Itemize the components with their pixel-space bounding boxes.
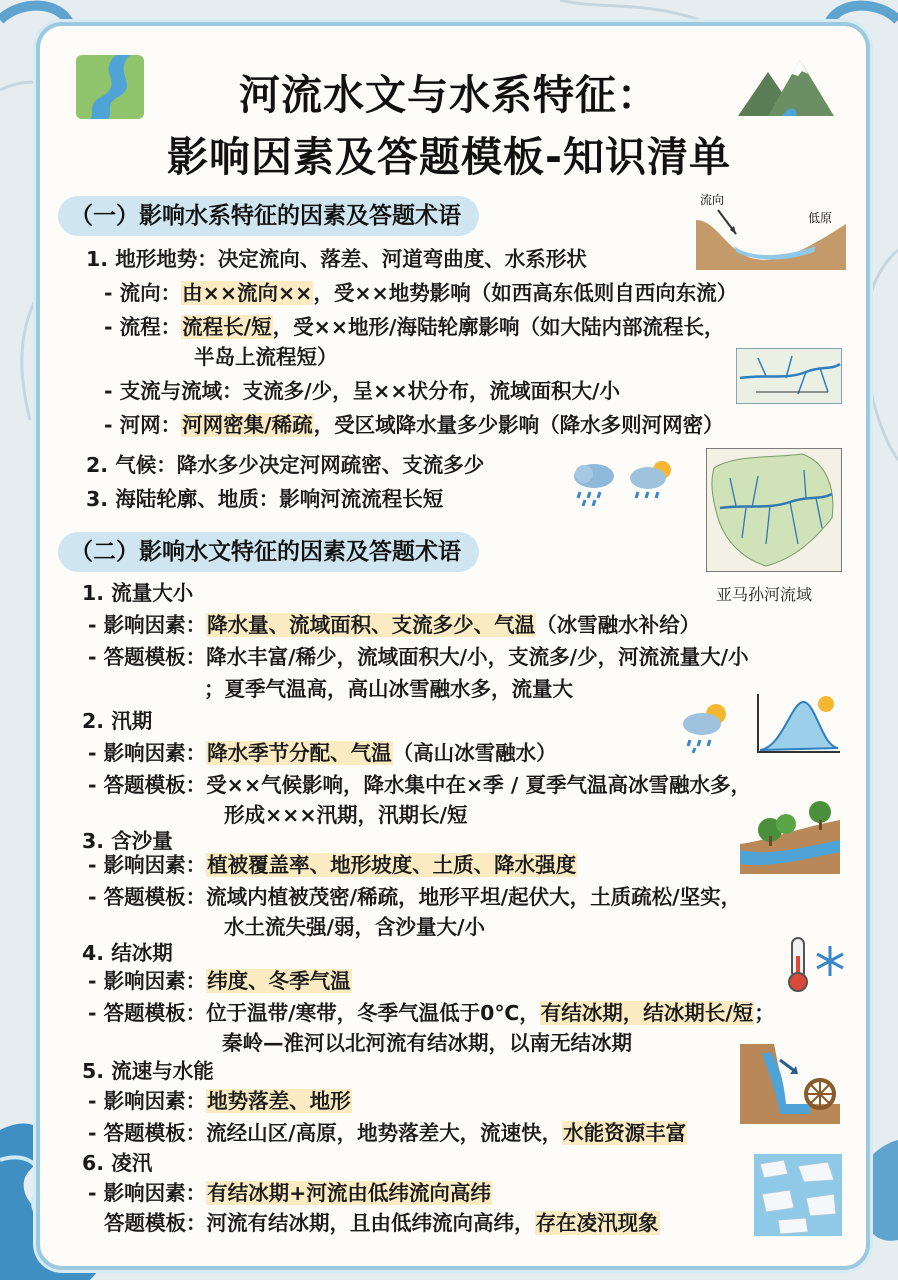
s2-item6-factor-highlight: 有结冰期+河流由低纬流向高纬: [207, 1181, 491, 1205]
s2-item6-factor: [88, 1178, 492, 1208]
s2-item4-template-label: - 答题模板：: [88, 1001, 207, 1025]
amazon-map-caption: 亚马孙河流域: [716, 585, 813, 604]
erosion-slope-icon: [740, 800, 840, 874]
s1-tributary: [104, 376, 620, 406]
s2-item4-factor-label: - 影响因素：: [88, 969, 207, 993]
s2-item1-template-body: 降水丰富/稀少，流域面积大/小，支流多/少，河流流量大/小: [206, 645, 749, 669]
s1-course: [104, 312, 725, 342]
s1-item3-body: 影响河流流程长短: [279, 487, 444, 511]
s2-item5-factor: [88, 1086, 352, 1116]
sun-rain-icon: [624, 456, 680, 506]
s2-item2-factor: [88, 738, 557, 768]
s2-item2-factor-rest: （高山冰雪融水）: [392, 741, 557, 765]
s1-item2-head: 2. 气候：: [86, 453, 177, 477]
valley-label-plain: 低原: [808, 211, 833, 225]
s1-network: [104, 410, 724, 440]
s2-item3-factor-label: - 影响因素：: [88, 853, 207, 877]
s2-item2-template: [88, 770, 751, 800]
sun-rain-icon-2: [678, 700, 736, 754]
s1-flow-rest: ，受××地势影响（如西高东低则自西向东流）: [313, 281, 738, 305]
s2-item3-template-label: - 答题模板：: [88, 885, 207, 909]
s2-item2-head: 2. 汛期: [82, 709, 153, 733]
s2-item6-template-highlight: 存在凌汛现象: [535, 1211, 659, 1235]
s2-item5-template: [88, 1118, 687, 1148]
page-title-line1: 河流水文与水系特征：: [239, 71, 659, 119]
page-title-line2: 影响因素及答题模板-知识清单: [166, 133, 731, 181]
s2-item6-template-label: 答题模板：: [104, 1211, 207, 1235]
s2-item1-template-cont: ；夏季气温高，高山冰雪融水多，流量大: [204, 677, 573, 701]
s2-item3-template-body: 流域内植被茂密/稀疏，地形平坦/起伏大，土质疏松/坚实，: [206, 885, 742, 909]
hydrograph-icon: [752, 690, 842, 756]
s2-item1-factor-rest: （冰雪融水补给）: [536, 613, 701, 637]
s1-course-label: - 流程：: [104, 315, 182, 339]
s2-item3-template-cont: 水土流失强/弱，含沙量大/小: [224, 915, 485, 939]
s1-flow-highlight: 由××流向××: [182, 281, 313, 305]
valley-label-flow: 流向: [700, 193, 725, 207]
s1-item2: [86, 450, 484, 480]
s2-item1-factor-label: - 影响因素：: [88, 613, 207, 637]
s1-item1-head: 1. 地形地势：: [86, 247, 218, 271]
ice-floe-icon: [754, 1154, 842, 1236]
s2-item4-head: 4. 结冰期: [82, 941, 173, 965]
waterfall-waterwheel-icon: [740, 1044, 840, 1124]
rain-cloud-icon: [568, 460, 620, 506]
s1-tributary-body: 支流多/少，呈××状分布，流域面积大/小: [242, 379, 620, 403]
s2-item3-factor: [88, 850, 577, 880]
s2-item5-template-a: 流经山区/高原，地势落差大，流速快，: [206, 1121, 563, 1145]
s2-item3-template: [88, 882, 741, 912]
s2-item2-template-body: 受××气候影响，降水集中在×季 / 夏季气温高冰雪融水多，: [206, 773, 751, 797]
s1-network-rest: ，受区域降水量多少影响（降水多则河网密）: [313, 413, 724, 437]
s2-item5-factor-highlight: 地势落差、地形: [207, 1089, 351, 1113]
s1-tributary-label: - 支流与流域：: [104, 379, 243, 403]
s1-course-highlight: 流程长/短: [182, 315, 272, 339]
s1-course-rest: ，受××地形/海陆轮廓影响（如大陆内部流程长，: [272, 315, 725, 339]
s2-item4-template: [88, 998, 775, 1028]
s2-item5-template-label: - 答题模板：: [88, 1121, 207, 1145]
amazon-basin-map: [706, 448, 842, 572]
s2-item6-template: [104, 1208, 660, 1238]
s2-item1-head: 1. 流量大小: [82, 581, 194, 605]
s2-item2-factor-highlight: 降水季节分配、气温: [207, 741, 392, 765]
s2-item1-template-label: - 答题模板：: [88, 645, 207, 669]
s1-network-label: - 河网：: [104, 413, 182, 437]
s2-item4-template-cont: 秦岭—淮河以北河流有结冰期，以南无结冰期: [222, 1031, 632, 1055]
s1-item3: [86, 484, 443, 514]
s1-flow-direction: [104, 278, 737, 308]
s1-item1: [86, 244, 587, 274]
s2-item4-template-highlight: 有结冰期，结冰期长/短: [540, 1001, 754, 1025]
s2-item5-template-highlight: 水能资源丰富: [563, 1121, 687, 1145]
snowflake-icon: [817, 946, 843, 976]
s2-item6-head: 6. 凌汛: [82, 1151, 153, 1175]
s1-course-cont: 半岛上流程短）: [194, 345, 338, 369]
s2-item6-factor-label: - 影响因素：: [88, 1181, 207, 1205]
section1-heading: （一）影响水系特征的因素及答题术语: [58, 196, 479, 236]
river-network-map: [736, 348, 842, 404]
s2-item4-factor: [88, 966, 352, 996]
s2-item3-factor-highlight: 植被覆盖率、地形坡度、土质、降水强度: [207, 853, 577, 877]
s2-item1-factor-highlight: 降水量、流域面积、支流多少、气温: [207, 613, 536, 637]
s2-item1-template: [88, 642, 749, 672]
s2-item4-factor-highlight: 纬度、冬季气温: [207, 969, 351, 993]
s2-item6-template-a: 河流有结冰期，且由低纬流向高纬，: [206, 1211, 535, 1235]
valley-diagram: [696, 190, 848, 270]
s2-item5-head: 5. 流速与水能: [82, 1059, 214, 1083]
s1-network-highlight: 河网密集/稀疏: [182, 413, 313, 437]
s2-item4-template-b: ；: [754, 1001, 775, 1025]
s2-item2-template-label: - 答题模板：: [88, 773, 207, 797]
s2-item5-factor-label: - 影响因素：: [88, 1089, 207, 1113]
s1-item3-head: 3. 海陆轮廓、地质：: [86, 487, 280, 511]
s2-item3-head: 3. 含沙量: [82, 829, 173, 853]
s2-item1-factor: [88, 610, 700, 640]
section2-heading: （二）影响水文特征的因素及答题术语: [58, 532, 479, 572]
s1-item1-body: 决定流向、落差、河道弯曲度、水系形状: [217, 247, 587, 271]
s1-item2-body: 降水多少决定河网疏密、支流多少: [176, 453, 485, 477]
thermometer-snow-icon: [784, 934, 850, 994]
s2-item2-template-cont: 形成×××汛期，汛期长/短: [224, 803, 468, 827]
s1-flow-label: - 流向：: [104, 281, 182, 305]
s2-item2-factor-label: - 影响因素：: [88, 741, 207, 765]
s2-item4-template-a: 位于温带/寒带，冬季气温低于0℃，: [206, 1001, 540, 1025]
